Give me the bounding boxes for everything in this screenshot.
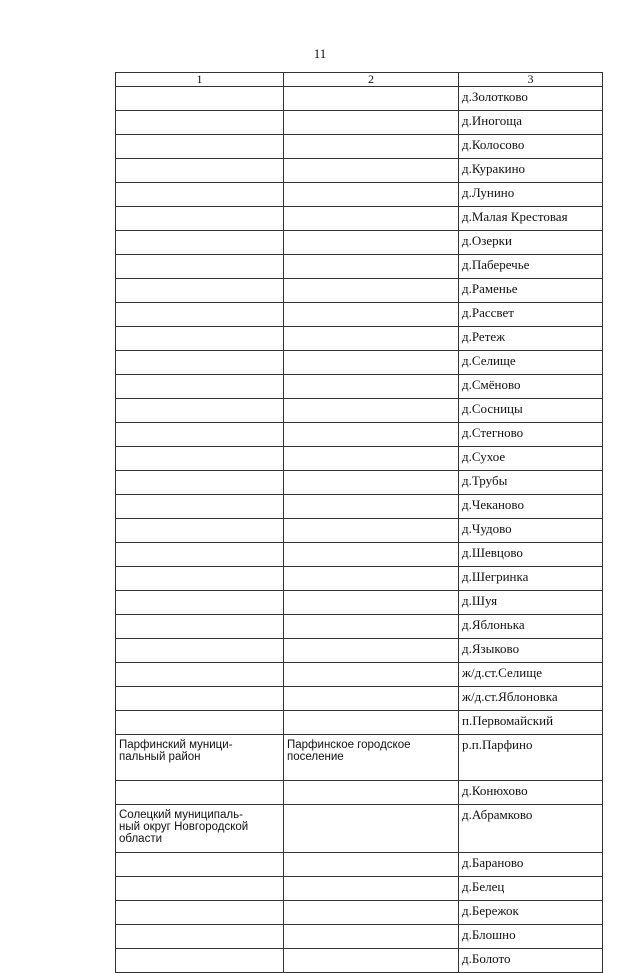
table-row [116,805,603,853]
table-row [116,877,603,901]
settlement-cell: ж/д.ст.Яблоновка [459,687,603,711]
table-row [116,255,603,279]
district-cell [116,543,284,567]
table-row [116,925,603,949]
district-cell [116,711,284,735]
settlement-cell: д.Абрамково [459,805,603,853]
table-row [116,423,603,447]
table-row [116,567,603,591]
settlement-cell: д.Чудово [459,519,603,543]
municipality-cell [284,495,459,519]
table-row [116,591,603,615]
settlement-cell: д.Селище [459,351,603,375]
district-cell [116,781,284,805]
district-cell [116,591,284,615]
settlement-cell: д.Малая Крестовая [459,207,603,231]
district-cell [116,207,284,231]
district-cell [116,901,284,925]
settlement-cell: д.Паберечье [459,255,603,279]
district-cell: Солецкий муниципаль- ный округ Новгородской области [116,805,284,853]
table-row [116,399,603,423]
district-cell [116,663,284,687]
district-cell [116,87,284,111]
district-cell [116,615,284,639]
table-row [116,853,603,877]
table-row [116,303,603,327]
table-row [116,615,603,639]
municipality-cell [284,135,459,159]
settlement-cell: д.Бараново [459,853,603,877]
table-row [116,375,603,399]
district-cell [116,639,284,663]
district-cell [116,375,284,399]
municipality-cell [284,543,459,567]
district-cell [116,303,284,327]
column-header-3: 3 [459,73,603,87]
settlement-cell: р.п.Парфино [459,735,603,781]
table-row [116,901,603,925]
municipality-cell [284,591,459,615]
table-row [116,471,603,495]
table-row [116,183,603,207]
settlement-cell: д.Ретеж [459,327,603,351]
settlement-cell: д.Рассвет [459,303,603,327]
table-row [116,87,603,111]
settlement-cell: п.Первомайский [459,711,603,735]
settlement-cell: ж/д.ст.Селище [459,663,603,687]
table-body [116,87,603,973]
table-row [116,447,603,471]
district-cell [116,447,284,471]
column-header-2: 2 [284,73,459,87]
district-cell [116,877,284,901]
settlement-cell: д.Раменье [459,279,603,303]
district-cell [116,231,284,255]
municipality-cell [284,901,459,925]
table-row [116,543,603,567]
district-cell [116,495,284,519]
district-cell [116,949,284,973]
settlement-cell: д.Лунино [459,183,603,207]
municipality-cell [284,781,459,805]
municipality-cell [284,687,459,711]
table-row [116,639,603,663]
table-row [116,159,603,183]
district-cell [116,159,284,183]
settlement-cell: д.Чеканово [459,495,603,519]
municipality-cell [284,231,459,255]
municipality-cell [284,327,459,351]
settlement-cell: д.Стегново [459,423,603,447]
settlement-cell: д.Колосово [459,135,603,159]
municipality-cell [284,351,459,375]
settlement-cell: д.Золотково [459,87,603,111]
settlement-cell: д.Бережок [459,901,603,925]
municipality-cell [284,877,459,901]
settlement-cell: д.Куракино [459,159,603,183]
table-row [116,687,603,711]
table-row [116,231,603,255]
municipality-cell [284,949,459,973]
municipality-cell [284,805,459,853]
municipality-cell [284,447,459,471]
district-cell [116,399,284,423]
settlement-cell: д.Языково [459,639,603,663]
table-row [116,735,603,781]
settlement-cell: д.Иногоща [459,111,603,135]
settlement-cell: д.Шуя [459,591,603,615]
municipality-cell [284,87,459,111]
district-cell [116,351,284,375]
district-cell: Парфинский муници- пальный район [116,735,284,781]
municipality-cell [284,207,459,231]
settlement-cell: д.Сухое [459,447,603,471]
district-cell [116,255,284,279]
settlement-cell: д.Смёново [459,375,603,399]
municipality-cell [284,567,459,591]
district-cell [116,925,284,949]
municipality-cell [284,159,459,183]
municipality-cell [284,711,459,735]
municipality-cell [284,303,459,327]
district-cell [116,567,284,591]
district-cell [116,687,284,711]
table-row [116,111,603,135]
municipality-cell [284,925,459,949]
district-cell [116,135,284,159]
settlements-table [115,72,603,973]
table-row [116,519,603,543]
settlement-cell: д.Яблонька [459,615,603,639]
municipality-cell [284,639,459,663]
settlement-cell: д.Шегринка [459,567,603,591]
municipality-cell [284,375,459,399]
table-header-row [116,73,603,87]
municipality-cell [284,255,459,279]
table-row [116,327,603,351]
table-row [116,711,603,735]
settlement-cell: д.Конюхово [459,781,603,805]
municipality-cell [284,471,459,495]
column-header-1: 1 [116,73,284,87]
table-row [116,949,603,973]
table-row [116,207,603,231]
municipality-cell [284,423,459,447]
municipality-cell [284,111,459,135]
district-cell [116,279,284,303]
settlement-cell: д.Озерки [459,231,603,255]
table-row [116,495,603,519]
settlement-cell: д.Сосницы [459,399,603,423]
municipality-cell [284,615,459,639]
settlement-cell: д.Блошно [459,925,603,949]
district-cell [116,111,284,135]
settlement-cell: д.Шевцово [459,543,603,567]
district-cell [116,853,284,877]
table-row [116,135,603,159]
table-row [116,663,603,687]
settlement-cell: д.Трубы [459,471,603,495]
district-cell [116,423,284,447]
settlement-cell: д.Болото [459,949,603,973]
table-row [116,279,603,303]
district-cell [116,519,284,543]
municipality-cell [284,663,459,687]
table-row [116,781,603,805]
municipality-cell [284,519,459,543]
municipality-cell: Парфинское городское поселение [284,735,459,781]
municipality-cell [284,183,459,207]
municipality-cell [284,279,459,303]
page-number: 11 [313,46,327,61]
municipality-cell [284,853,459,877]
municipality-cell [284,399,459,423]
settlement-cell: д.Белец [459,877,603,901]
district-cell [116,327,284,351]
table-row [116,351,603,375]
district-cell [116,471,284,495]
district-cell [116,183,284,207]
